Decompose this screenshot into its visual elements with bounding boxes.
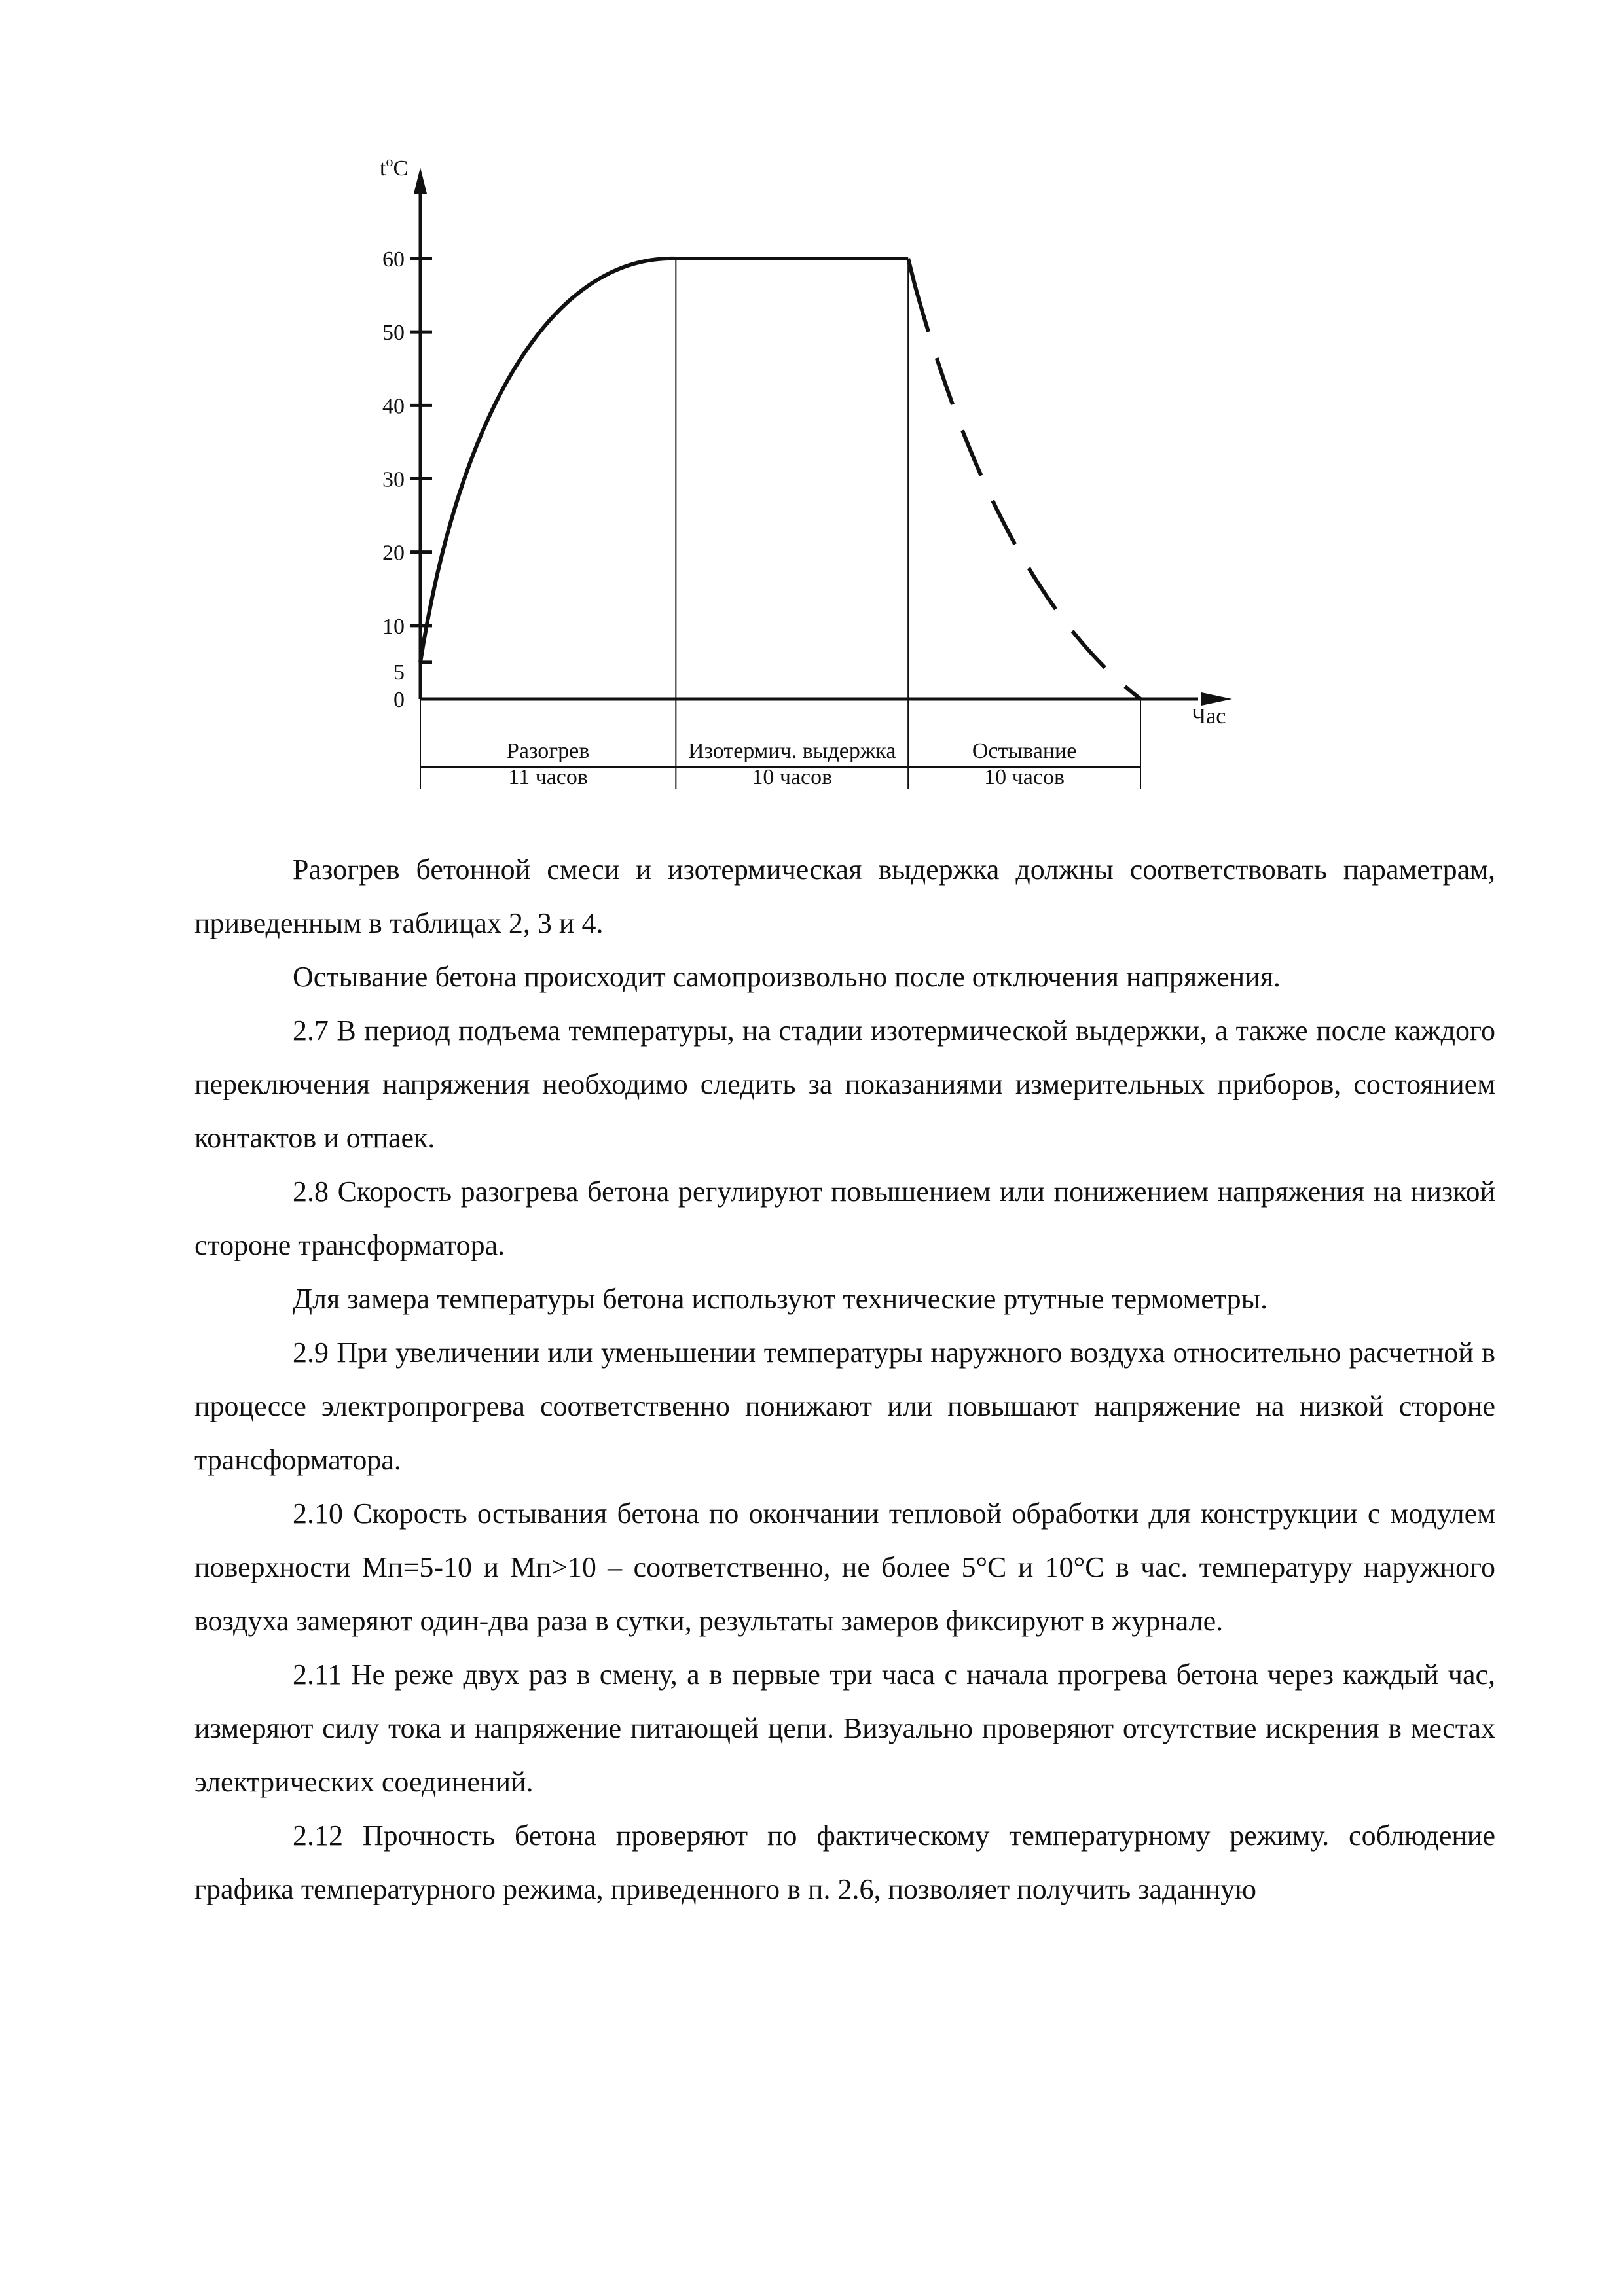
y-tick-label: 60 xyxy=(382,247,405,272)
y-tick-label: 50 xyxy=(382,321,405,346)
y-tick-label: 30 xyxy=(382,467,405,492)
paragraph: Остывание бетона происходит самопроизвольно после отключения напряжения. xyxy=(293,961,1281,993)
data-curves xyxy=(420,259,1140,699)
phase-name-label: Изотермич. выдержка xyxy=(688,739,896,763)
phase-duration-label: 11 часов xyxy=(508,765,588,789)
phase-name-label: Разогрев xyxy=(506,739,590,763)
x-axis-arrow xyxy=(1201,692,1232,706)
phase-name-label: Остывание xyxy=(972,739,1077,763)
heating-curve xyxy=(420,259,676,662)
paragraph: 2.12 Прочность бетона проверяют по фактическому температурному режиму. соблюдение графика температурного режима, приведенного в п. 2.6, позволяет получить заданную xyxy=(194,1820,1495,1905)
y-tick-label: 10 xyxy=(382,614,405,639)
cooling-start-segment xyxy=(908,259,915,285)
paragraph: 2.8 Скорость разогрева бетона регулируют повышением или понижением напряжения на низкой стороне трансформатора. xyxy=(194,1175,1495,1261)
body-text xyxy=(194,843,1495,1916)
cooling-curve xyxy=(915,285,1140,699)
paragraph: Разогрев бетонной смеси и изотермическая выдержка должны соответствовать параметрам, приведенным в таблицах 2, 3 и 4. xyxy=(194,853,1495,939)
y-axis-label: $t^oC$ xyxy=(380,153,409,181)
y-tick-label: 20 xyxy=(382,541,405,565)
paragraph: 2.11 Не реже двух раз в смену, а в первые три часа с начала прогрева бетона через каждый час, измеряют силу тока и напряжение питающей цепи. Визуально проверяют отсутствие искрения в местах электрических соединений. xyxy=(194,1659,1495,1798)
y-axis-arrow xyxy=(414,168,427,194)
temperature-regime-chart xyxy=(0,0,1623,838)
phase-boundaries xyxy=(420,259,1140,789)
paragraph: 2.7 В период подъема температуры, на стадии изотермической выдержки, а также после каждого переключения напряжения необходимо следить за показаниями измерительных приборов, состоянием контактов и отпаек. xyxy=(194,1014,1495,1154)
phase-labels xyxy=(507,739,1076,789)
paragraph: 2.10 Скорость остывания бетона по окончании тепловой обработки для конструкции с модулем поверхности Мп=5-10 и Мп>10 – соответственно, не более 5°С и 10°С в час. температуру наружного воздуха замеряют один-два раза в сутки, результаты замеров фиксируют в журнале. xyxy=(194,1498,1495,1637)
phase-duration-label: 10 часов xyxy=(984,765,1065,789)
y-tick-label: 40 xyxy=(382,394,405,419)
y-tick-label: 5 xyxy=(393,660,405,685)
phase-duration-label: 10 часов xyxy=(752,765,833,789)
x-axis-label: Час xyxy=(1192,704,1226,728)
y-tick-label: 0 xyxy=(393,688,405,712)
paragraph: 2.9 При увеличении или уменьшении температуры наружного воздуха относительно расчетной в процессе электропрогрева соответственно понижают или повышают напряжение на низкой стороне трансформатора. xyxy=(194,1336,1495,1476)
paragraph: Для замера температуры бетона используют технические ртутные термометры. xyxy=(293,1283,1268,1315)
